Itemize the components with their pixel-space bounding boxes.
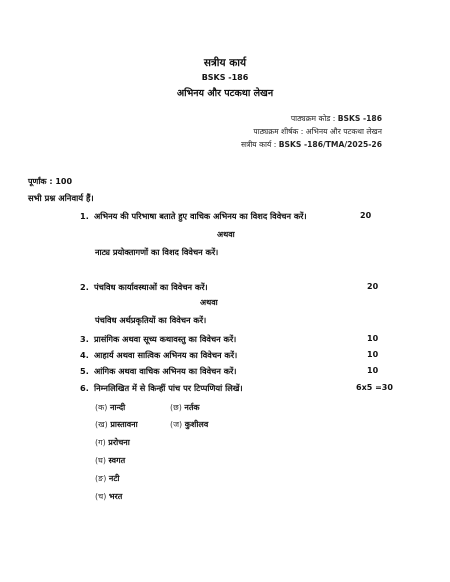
question-1: [80, 211, 307, 222]
question-2: [80, 282, 208, 293]
question-3-marks: 10: [367, 334, 379, 343]
question-number: 5.: [80, 366, 89, 376]
question-1-or: अथवा: [217, 230, 235, 239]
question-2-marks: 20: [367, 282, 379, 291]
option-label: (ख): [95, 420, 108, 429]
option-ja: [170, 419, 208, 430]
option-label: (घ): [95, 456, 106, 465]
question-4: [80, 350, 237, 361]
option-label: (ज): [170, 420, 183, 429]
question-text: आहार्य अथवा सात्विक अभिनय का विवेचन करें।: [94, 350, 238, 360]
meta-code-label: पाठ्यक्रम कोड :: [290, 114, 338, 123]
question-1-marks: 20: [360, 211, 372, 220]
option-text: भरत: [108, 492, 123, 501]
question-2-alt: पंचविध अर्थप्रकृतियों का विवेचन करें।: [95, 315, 207, 325]
question-text: अभिनय की परिभाषा बताते हुए वाचिक अभिनय का विशद विवेचन करें।: [94, 211, 307, 221]
question-number: 6.: [80, 383, 89, 393]
meta-course-code: [291, 114, 382, 124]
question-number: 3.: [80, 334, 89, 344]
option-nga: [95, 473, 119, 484]
question-5: [80, 366, 236, 377]
option-ga: [95, 437, 130, 448]
option-cha: [95, 491, 122, 502]
option-label: (ग): [95, 438, 106, 447]
option-label: (छ): [170, 403, 182, 412]
question-1-alt: नाट्य प्रयोक्तागणों का विशद विवेचन करें।: [95, 247, 219, 257]
question-number: 4.: [80, 350, 89, 360]
option-text: नटी: [108, 474, 120, 483]
document-subtitle: अभिनय और पटकथा लेखन: [176, 88, 274, 99]
question-text: आंगिक अथवा वाचिक अभिनय का विवेचन करें।: [94, 366, 237, 376]
meta-title-label: पाठ्यक्रम शीर्षक :: [253, 127, 306, 136]
option-chha: [170, 402, 200, 413]
question-number: 1.: [80, 211, 89, 221]
meta-assign-value: BSKS -186/TMA/2025-26: [278, 140, 382, 149]
option-text: प्ररोचना: [108, 438, 130, 447]
question-3: [80, 334, 236, 345]
question-text: प्रासंगिक अथवा सूच्य कथावस्तु का विवेचन करें।: [94, 334, 237, 344]
question-text: निम्नलिखित में से किन्हीं पांच पर टिप्पणियां लिखें।: [94, 383, 243, 393]
option-ka: [95, 402, 125, 413]
option-text: नर्तक: [184, 403, 200, 412]
option-gha: [95, 455, 125, 466]
question-2-or: अथवा: [200, 298, 218, 307]
option-text: कुशीलव: [184, 420, 209, 429]
question-number: 2.: [80, 282, 89, 292]
question-4-marks: 10: [367, 350, 379, 359]
meta-assignment: [241, 140, 382, 150]
option-label: (ङ): [95, 474, 107, 483]
question-6: [80, 383, 243, 394]
document-title: सत्रीय कार्य: [203, 57, 247, 69]
option-label: (च): [95, 492, 107, 501]
meta-assign-label: सत्रीय कार्य :: [241, 140, 279, 149]
instruction: सभी प्रश्न अनिवार्य हैं।: [28, 193, 94, 203]
question-6-marks: 6x5 =30: [356, 383, 393, 392]
meta-title-value: अभिनय और पटकथा लेखन: [305, 127, 382, 136]
option-text: स्वगत: [108, 456, 126, 465]
meta-course-title: [253, 127, 382, 137]
total-marks: पूर्णांक : 100: [28, 177, 73, 186]
option-text: नान्दी: [109, 403, 126, 412]
question-text: पंचविध कार्यावस्थाओं का विवेचन करें।: [94, 282, 208, 292]
option-kha: [95, 419, 138, 430]
option-text: प्रास्तावना: [110, 420, 138, 429]
course-code: BSKS -186: [201, 73, 249, 82]
question-5-marks: 10: [367, 366, 379, 375]
meta-code-value: BSKS -186: [337, 114, 382, 123]
option-label: (क): [95, 403, 108, 412]
